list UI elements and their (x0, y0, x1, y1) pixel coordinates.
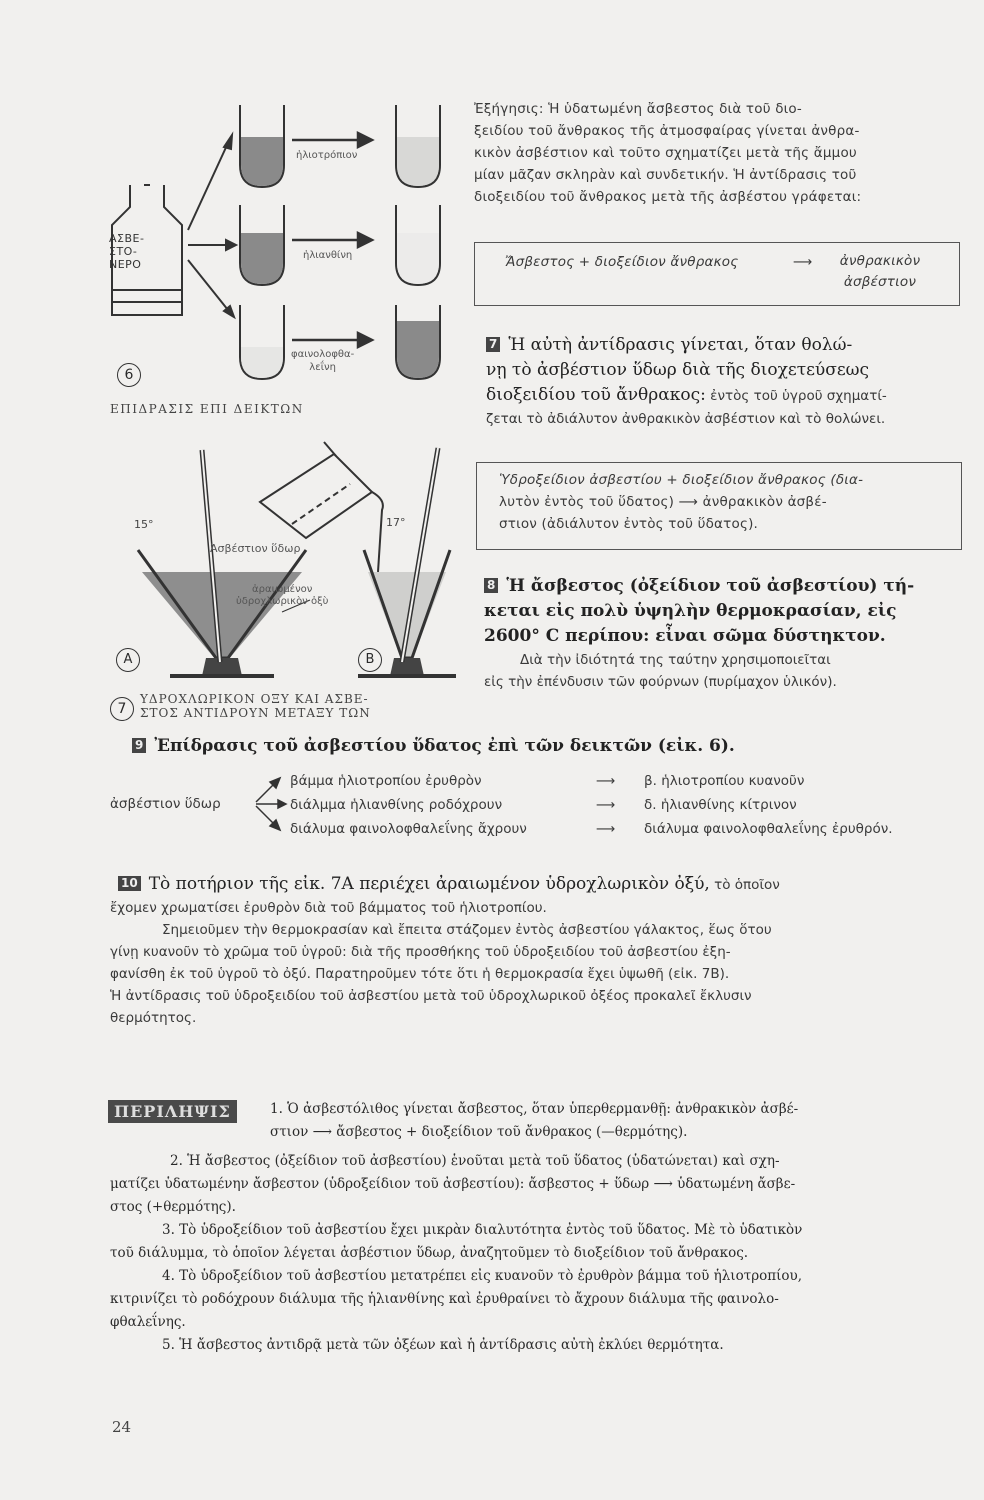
equation-2-line: λυτὸν ἐντὸς τοῦ ὕδατος) ⟶ ἀνθρακικὸν ἀσβέ- (499, 494, 827, 510)
section-8-heading: 2600° C περίπου: εἶναι σῶμα δύστηκτον. (484, 626, 886, 646)
indicator-from-1: βάμμα ἡλιοτροπίου ἐρυθρὸν (290, 773, 482, 789)
section-10 (110, 872, 965, 1029)
bottle-label-line: ΑΣΒΕ- (109, 232, 145, 245)
tubes-after (396, 105, 440, 379)
arrows-reaction (292, 133, 372, 347)
summary-line: στος (+θερμότης). (110, 1199, 236, 1215)
label-phenol (291, 348, 354, 374)
indicator-from-2: διάλμμα ἡλιανθίνης ροδόχρουν (290, 797, 503, 813)
section-marker-10: 10 (118, 876, 141, 891)
text-line: Ἐξήγησις: Ἡ ὑδατωμένη ἄσβεστος διὰ τοῦ διο- (474, 101, 802, 117)
row-arrow: ⟶ (596, 821, 616, 837)
section-7-heading: Ἡ αὐτὴ ἀντίδρασις γίνεται, ὅταν θολώ- (508, 335, 853, 355)
bottle-label (109, 232, 177, 271)
label-phenol-line: λεΐνη (309, 362, 336, 373)
summary-line: 4. Τὸ ὑδροξείδιον τοῦ ἀσβεστίου μετατρέπει εἰς κυανοῦν τὸ ἐρυθρὸν βάμμα τοῦ ἡλιοτροπίου, (162, 1268, 803, 1284)
summary-line: 1. Ὁ ἀσβεστόλιθος γίνεται ἄσβεστος, ὅταν ὑπερθερμανθῇ: ἀνθρακικὸν ἀσβέ- (270, 1101, 799, 1117)
bottle-label-line: ΣΤΟ- (109, 245, 138, 258)
beaker-b-label: B (358, 648, 382, 672)
section-10-text: θερμότητος. (110, 1010, 197, 1026)
figure-7-caption (140, 692, 371, 720)
summary-line: ματίζει ὑδατωμένην ἄσβεστον (ὑδροξείδιον τοῦ ἀσβεστίου): ἄσβεστος + ὕδωρ ⟶ ὑδατωμένη ἄσβε- (110, 1176, 796, 1192)
indicator-to-2: δ. ἡλιανθίνης κίτρινον (644, 797, 797, 813)
beaker-a-label: A (116, 648, 140, 672)
section-marker-7: 7 (486, 337, 500, 352)
section-8-heading: κεται εἰς πολὺ ὑψηλὴν θερμοκρασίαν, εἰς (484, 601, 897, 621)
figure-number-6: 6 (117, 363, 141, 387)
bottle-label-line: ΝΕΡΟ (109, 258, 142, 271)
explanation-text (474, 98, 964, 208)
beaker-a (138, 450, 306, 676)
text-line: ξειδίου τοῦ ἄνθρακος τῆς ἀτμοσφαίρας γίνεται ἀνθρα- (474, 123, 860, 139)
section-7-heading: νῃ τὸ ἀσβέστιον ὕδωρ διὰ τῆς διοχετεύσεως (486, 360, 870, 380)
arrows-from-bottle (188, 135, 236, 317)
text-line: κικὸν ἀσβέστιον καὶ τοῦτο σχηματίζει μετὰ τῆς ἄμμου (474, 145, 857, 161)
section-8-heading: Ἡ ἄσβεστος (ὀξείδιον τοῦ ἀσβεστίου) τή- (506, 576, 915, 596)
equation-right-line: ἀσβέστιον (843, 274, 917, 290)
summary-line: κιτρινίζει τὸ ροδόχρουν διάλυμα τῆς ἡλιανθίνης καὶ ἐρυθραίνει τὸ ἄχρουν διάλυμα τῆς φαινολο- (110, 1291, 779, 1307)
label-thymol: ἡλιανθίνη (303, 250, 353, 261)
indicator-from-3: διάλυμα φαινολοφθαλεΐνης ἄχρουν (290, 821, 527, 837)
section-9-heading (132, 734, 735, 759)
summary-label: ΠΕΡΙΛΗΨΙΣ (108, 1100, 237, 1123)
equation-box-1 (474, 242, 960, 306)
section-marker-8: 8 (484, 578, 498, 593)
indicator-to-3: διάλυμα φαινολοφθαλεΐνης ἐρυθρόν. (644, 821, 893, 837)
equation-right-line: ἀνθρακικὸν (839, 253, 921, 269)
section-10-heading: Τὸ ποτήριον τῆς εἰκ. 7Α περιέχει ἀραιωμένον ὑδροχλωρικὸν ὀξύ, (148, 874, 710, 894)
tubes-before (240, 105, 284, 379)
figure-6-caption: ΕΠΙΔΡΑΣΙΣ ΕΠΙ ΔΕΙΚΤΩΝ (110, 402, 304, 416)
section-8-text: Διὰ τὴν ἰδιότητά της ταύτην χρησιμοποιεῖται (520, 652, 831, 668)
indicator-source: ἀσβέστιον ὕδωρ (110, 796, 221, 812)
acid-base-diagram (110, 440, 470, 680)
equation-right (830, 251, 930, 293)
section-8-text: εἰς τὴν ἐπένδυσιν τῶν φούρνων (πυρίμαχον ὑλικόν). (484, 674, 837, 690)
page-number: 24 (112, 1418, 132, 1436)
summary-line: 3. Τὸ ὑδροξείδιον τοῦ ἀσβεστίου ἔχει μικρὰν διαλυτότητα ἐντὸς τοῦ ὕδατος. Μὲ τὸ ὑδατικὸν (162, 1222, 803, 1238)
section-10-text: Ἡ ἀντίδρασις τοῦ ὑδροξειδίου τοῦ ἀσβεστίου μετὰ τοῦ ὑδροχλωρικοῦ ὀξέος προκαλεῖ ἔκλυσιν (110, 988, 752, 1004)
section-10-text: γίνῃ κυανοῦν τὸ χρῶμα τοῦ ὑγροῦ: διὰ τῆς προσθήκης τοῦ ὑδροξειδίου τοῦ ἀσβεστίου ἐξη- (110, 944, 731, 960)
label-acid-line: ἀραιωμένον (252, 584, 313, 595)
summary-line: 5. Ἡ ἄσβεστος ἀντιδρᾷ μετὰ τῶν ὀξέων καὶ ἡ ἀντίδρασις αὐτὴ ἐκλύει θερμότητα. (162, 1337, 724, 1353)
row-arrow: ⟶ (596, 773, 616, 789)
indicator-to-1: β. ἡλιοτροπίου κυανοῦν (644, 773, 805, 789)
section-9-title: Ἐπίδρασις τοῦ ἀσβεστίου ὕδατος ἐπὶ τῶν δεικτῶν (εἰκ. 6). (154, 736, 735, 756)
summary-line: 2. Ἡ ἄσβεστος (ὀξείδιον τοῦ ἀσβεστίου) ἑνοῦται μετὰ τοῦ ὕδατος (ὑδατώνεται) καὶ σχη- (170, 1153, 780, 1169)
section-7-text: ζεται τὸ ἀδιάλυτον ἀνθρακικὸν ἀσβέστιον καὶ τὸ θολώνει. (486, 411, 886, 427)
equation-2-line: στιον (ἀδιάλυτον ἐντὸς τοῦ ὕδατος). (499, 516, 759, 532)
section-marker-9: 9 (132, 738, 146, 753)
summary-line: φθαλεΐνης. (110, 1314, 186, 1330)
section-8 (484, 574, 964, 693)
equation-2-text (499, 469, 863, 535)
section-10-text: ἔχομεν χρωματίσει ἐρυθρὸν διὰ τοῦ βάμματος τοῦ ἡλιοτροπίου. (110, 900, 547, 916)
figure-number-7: 7 (110, 697, 134, 721)
label-phenol-line: φαινολοφθα- (291, 349, 355, 360)
text-line: διοξειδίου τοῦ ἄνθρακος μετὰ τῆς ἀσβέστου γράφεται: (474, 189, 862, 205)
label-acid-line: ὑδροχλωρικὸν ὀξὺ (236, 596, 329, 607)
branch-arrows (252, 768, 292, 848)
label-lime-water: Ἀσβέστιον ὕδωρ (210, 542, 301, 555)
section-7 (486, 333, 966, 430)
row-arrow: ⟶ (596, 797, 616, 813)
label-acid (236, 584, 328, 608)
equation-left: Ἄσβεστος + διοξείδιον ἄνθρακος (505, 254, 739, 270)
figure-7-caption-line: ΣΤΟΣ ΑΝΤΙΔΡΟΥΝ ΜΕΤΑΞΥ ΤΩΝ (140, 706, 371, 720)
summary-line: τοῦ διάλυμμα, τὸ ὁποῖον λέγεται ἀσβέστιον ὕδωρ, ἀναζητοῦμεν τὸ διοξείδιον τοῦ ἄνθρακος. (110, 1245, 749, 1261)
section-10-text: Σημειοῦμεν τὴν θερμοκρασίαν καὶ ἔπειτα στάζομεν ἐντὸς ἀσβεστίου γάλακτος, ἕως ὅτου (162, 922, 772, 938)
section-7-heading: διοξειδίου τοῦ ἄνθρακος: (486, 385, 706, 405)
equation-box-2 (476, 462, 962, 550)
section-10-text: φανίσθη ἐκ τοῦ ὑγροῦ τὸ ὀξύ. Παρατηροῦμεν τότε ὅτι ἡ θερμοκρασία ἔχει ὑψωθῆ (εἰκ. 7Β). (110, 966, 730, 982)
beaker-b (358, 448, 456, 676)
section-10-text: τὸ ὁποῖον (709, 877, 780, 893)
summary-rest (110, 1150, 965, 1357)
equation-arrow: ⟶ (793, 254, 813, 270)
figure-7-caption-line: ΥΔΡΟΧΛΩΡΙΚΟΝ ΟΞΥ ΚΑΙ ΑΣΒΕ- (140, 692, 369, 706)
label-litmus: ἡλιοτρόπιον (296, 150, 358, 161)
temp-b: 17° (386, 516, 406, 529)
temp-a: 15° (134, 518, 154, 531)
text-line: μίαν μᾶζαν σκληρὰν καὶ συνδετικήν. Ἡ ἀντίδρασις τοῦ (474, 167, 857, 183)
section-7-text: ἐντὸς τοῦ ὑγροῦ σχηματί- (705, 388, 887, 404)
equation-2-line: Ὑδροξείδιον ἀσβεστίου + διοξείδιον ἄνθρακος (δια- (499, 472, 864, 488)
summary-p1 (270, 1098, 965, 1144)
summary-line: στιον ⟶ ἄσβεστος + διοξείδιον τοῦ ἄνθρακος (—θερμότης). (270, 1124, 688, 1140)
